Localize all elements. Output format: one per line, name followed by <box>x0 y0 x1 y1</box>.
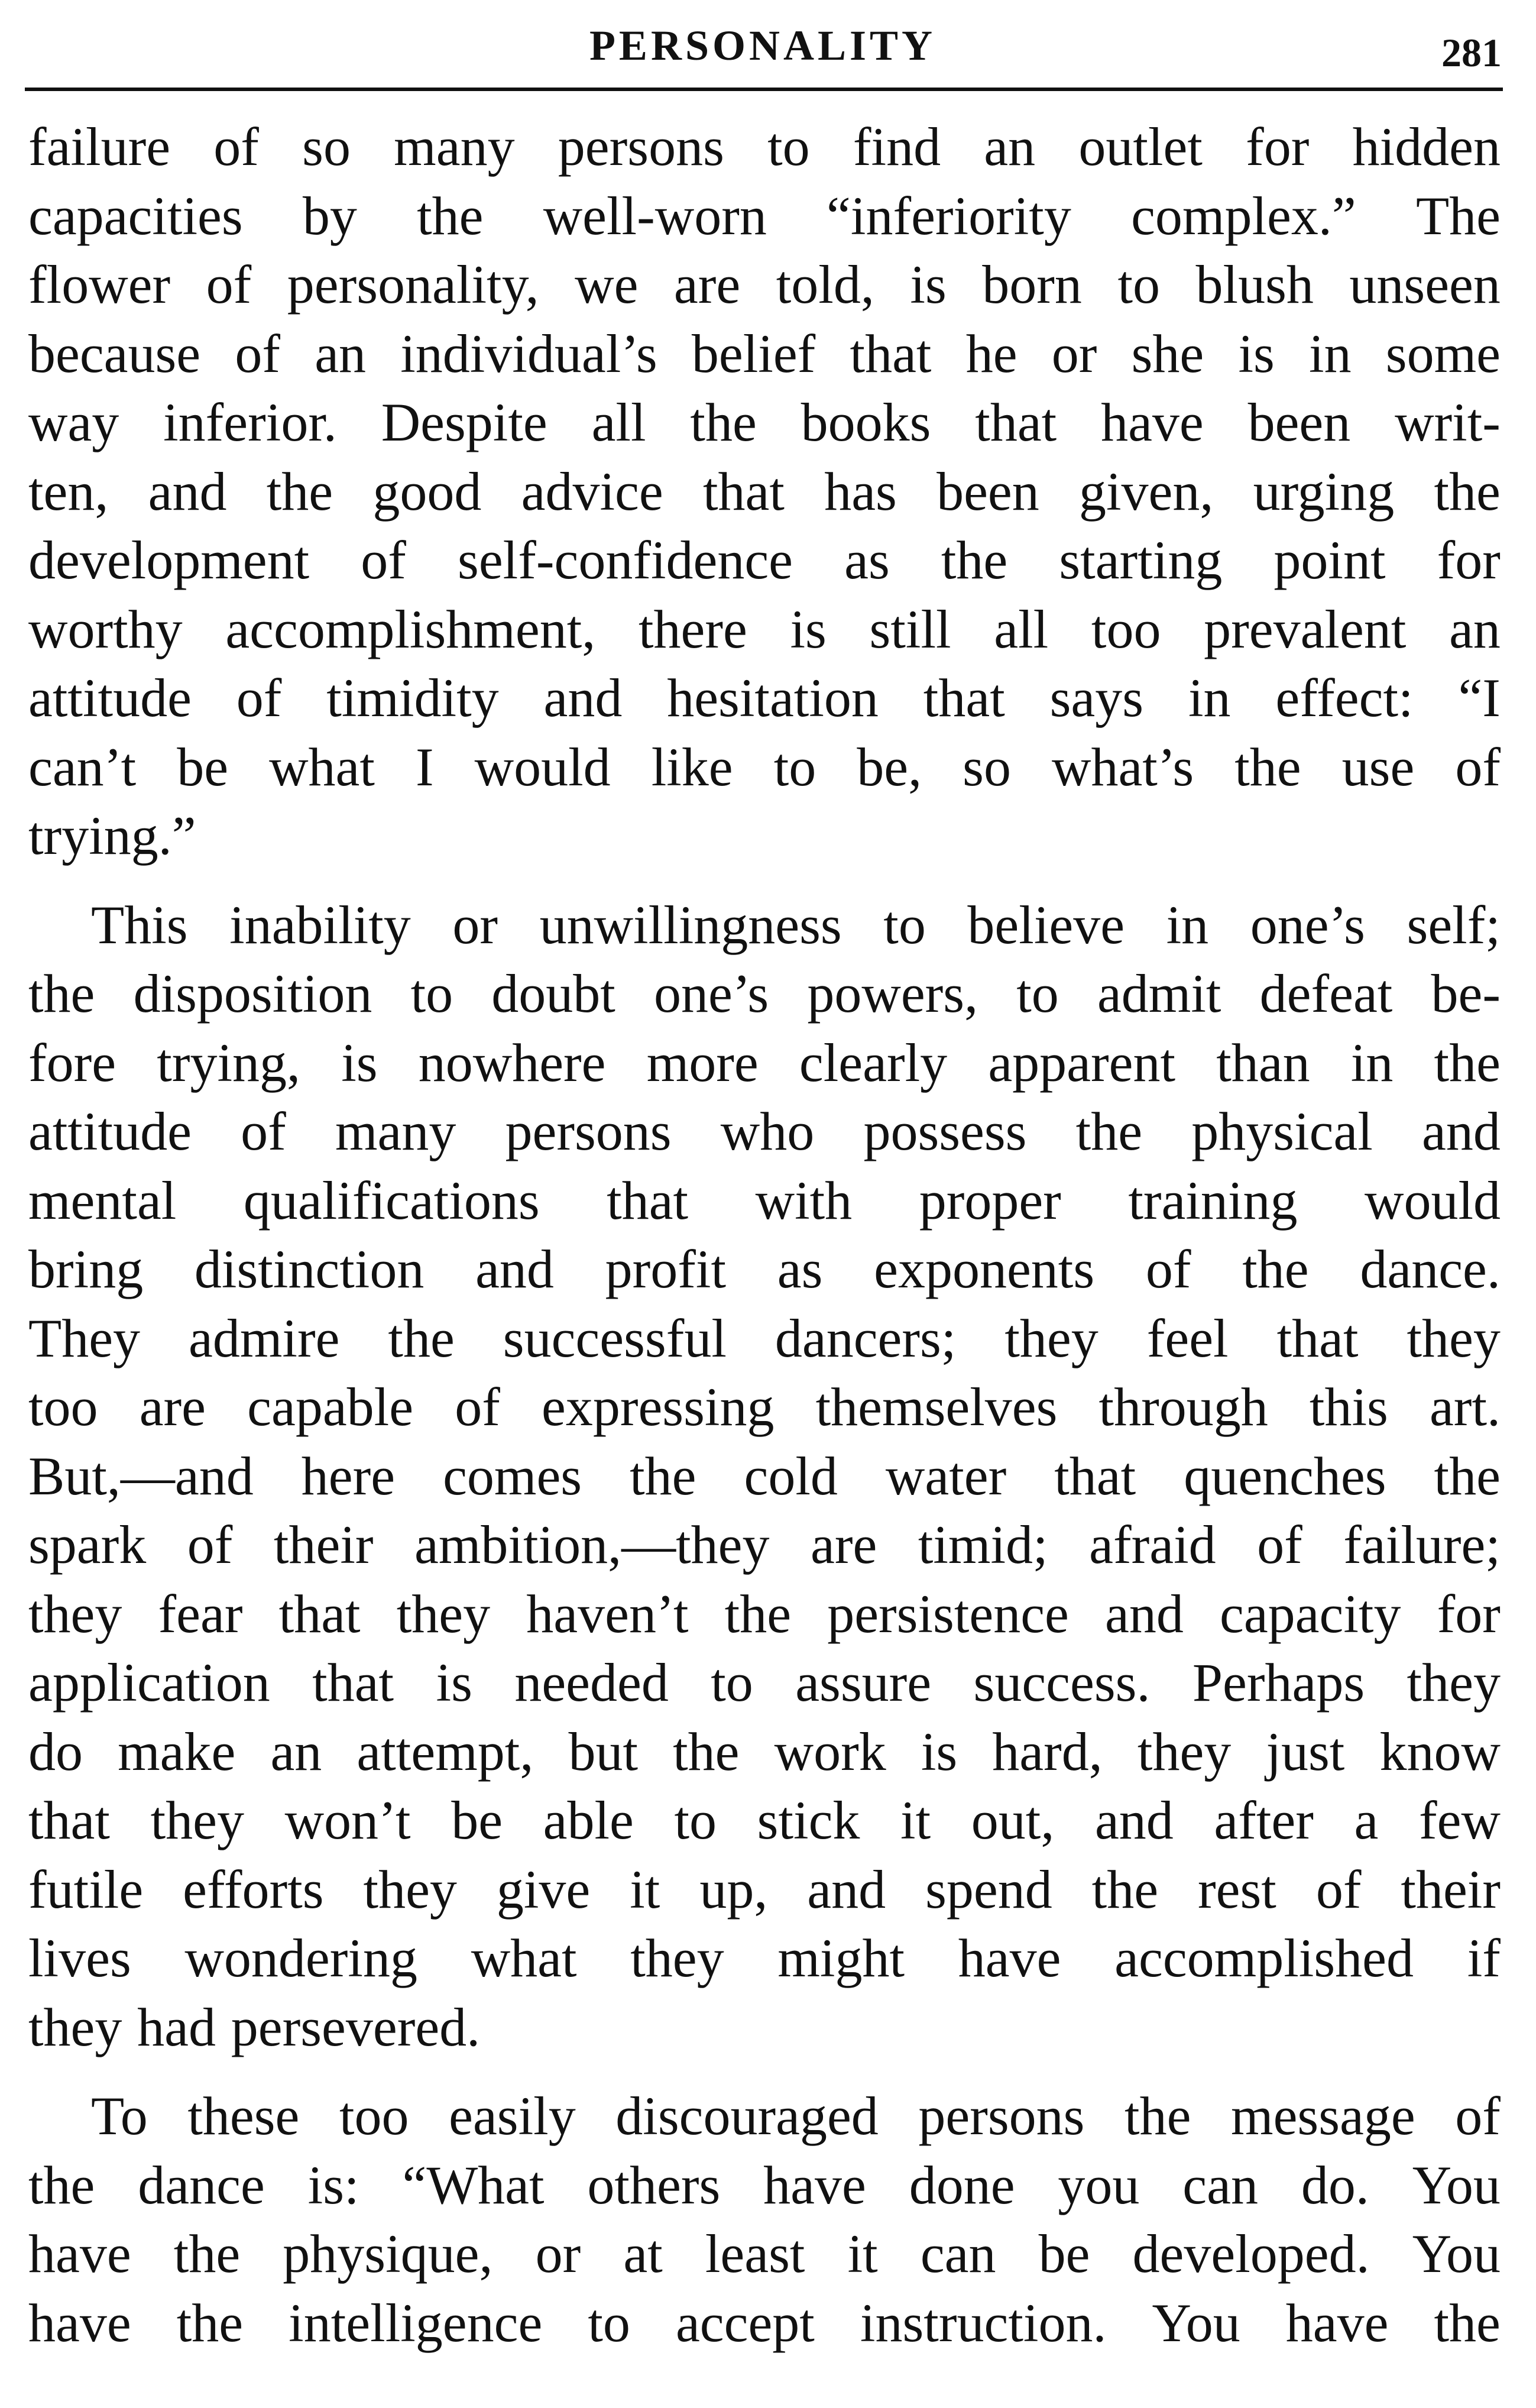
text-line: mental qualifications that with proper training would <box>28 1170 1501 1231</box>
text-line: But,—and here comes the cold water that quenches the <box>28 1445 1501 1506</box>
text-line: development of self-confidence as the starting point for <box>28 530 1501 590</box>
running-title: PERSONALITY <box>589 22 936 69</box>
text-line: They admire the successful dancers; they feel that they <box>28 1307 1501 1368</box>
text-line: the disposition to doubt one’s powers, to admit defeat be- <box>28 963 1501 1024</box>
text-line: spark of their ambition,—they are timid; afraid of failure; <box>28 1514 1501 1575</box>
text-line: the dance is: “What others have done you can do. You <box>28 2154 1501 2215</box>
text-line: worthy accomplishment, there is still all too prevalent an <box>28 598 1501 659</box>
text-line: To these too easily discouraged persons the message of <box>91 2086 1501 2146</box>
text-line: do make an attempt, but the work is hard, they just know <box>28 1721 1501 1782</box>
text-line: attitude of timidity and hesitation that says in effect: “I <box>28 668 1501 728</box>
page-number: 281 <box>1441 30 1502 75</box>
text-line: way inferior. Despite all the books that have been writ- <box>28 392 1501 452</box>
paragraph <box>28 2082 1501 2357</box>
paragraph <box>28 112 1501 870</box>
text-line: bring distinction and profit as exponents of the dance. <box>28 1239 1501 1299</box>
text-line: trying.” <box>28 805 196 866</box>
text-line: too are capable of expressing themselves through this art. <box>28 1377 1501 1437</box>
text-line: flower of personality, we are told, is born to blush unseen <box>28 254 1501 315</box>
text-line: because of an individual’s belief that he or she is in some <box>28 323 1501 384</box>
body-text <box>28 112 1501 2377</box>
text-line: futile efforts they give it up, and spend the rest of their <box>28 1859 1501 1920</box>
text-line: have the intelligence to accept instruction. You have the <box>28 2292 1501 2353</box>
text-line: fore trying, is nowhere more clearly apparent than in the <box>28 1032 1501 1093</box>
paragraph <box>28 891 1501 2062</box>
text-line: This inability or unwillingness to believe in one’s self; <box>91 894 1501 955</box>
text-line: application that is needed to assure success. Perhaps they <box>28 1652 1501 1713</box>
text-line: they had persevered. <box>28 1996 481 2057</box>
header-rule <box>25 88 1503 91</box>
text-line: lives wondering what they might have accomplished if <box>28 1928 1501 1988</box>
text-line: they fear that they haven’t the persistence and capacity for <box>28 1583 1501 1644</box>
text-line: attitude of many persons who possess the physical and <box>28 1101 1501 1161</box>
running-head <box>24 17 1502 88</box>
text-line: can’t be what I would like to be, so what’s the use of <box>28 736 1501 797</box>
text-line: that they won’t be able to stick it out, and after a few <box>28 1790 1501 1850</box>
text-line: failure of so many persons to find an outlet for hidden <box>28 116 1501 177</box>
text-line: ten, and the good advice that has been given, urging the <box>28 461 1501 522</box>
text-line: have the physique, or at least it can be developed. You <box>28 2223 1501 2284</box>
text-line: capacities by the well-worn “inferiority complex.” The <box>28 185 1501 246</box>
